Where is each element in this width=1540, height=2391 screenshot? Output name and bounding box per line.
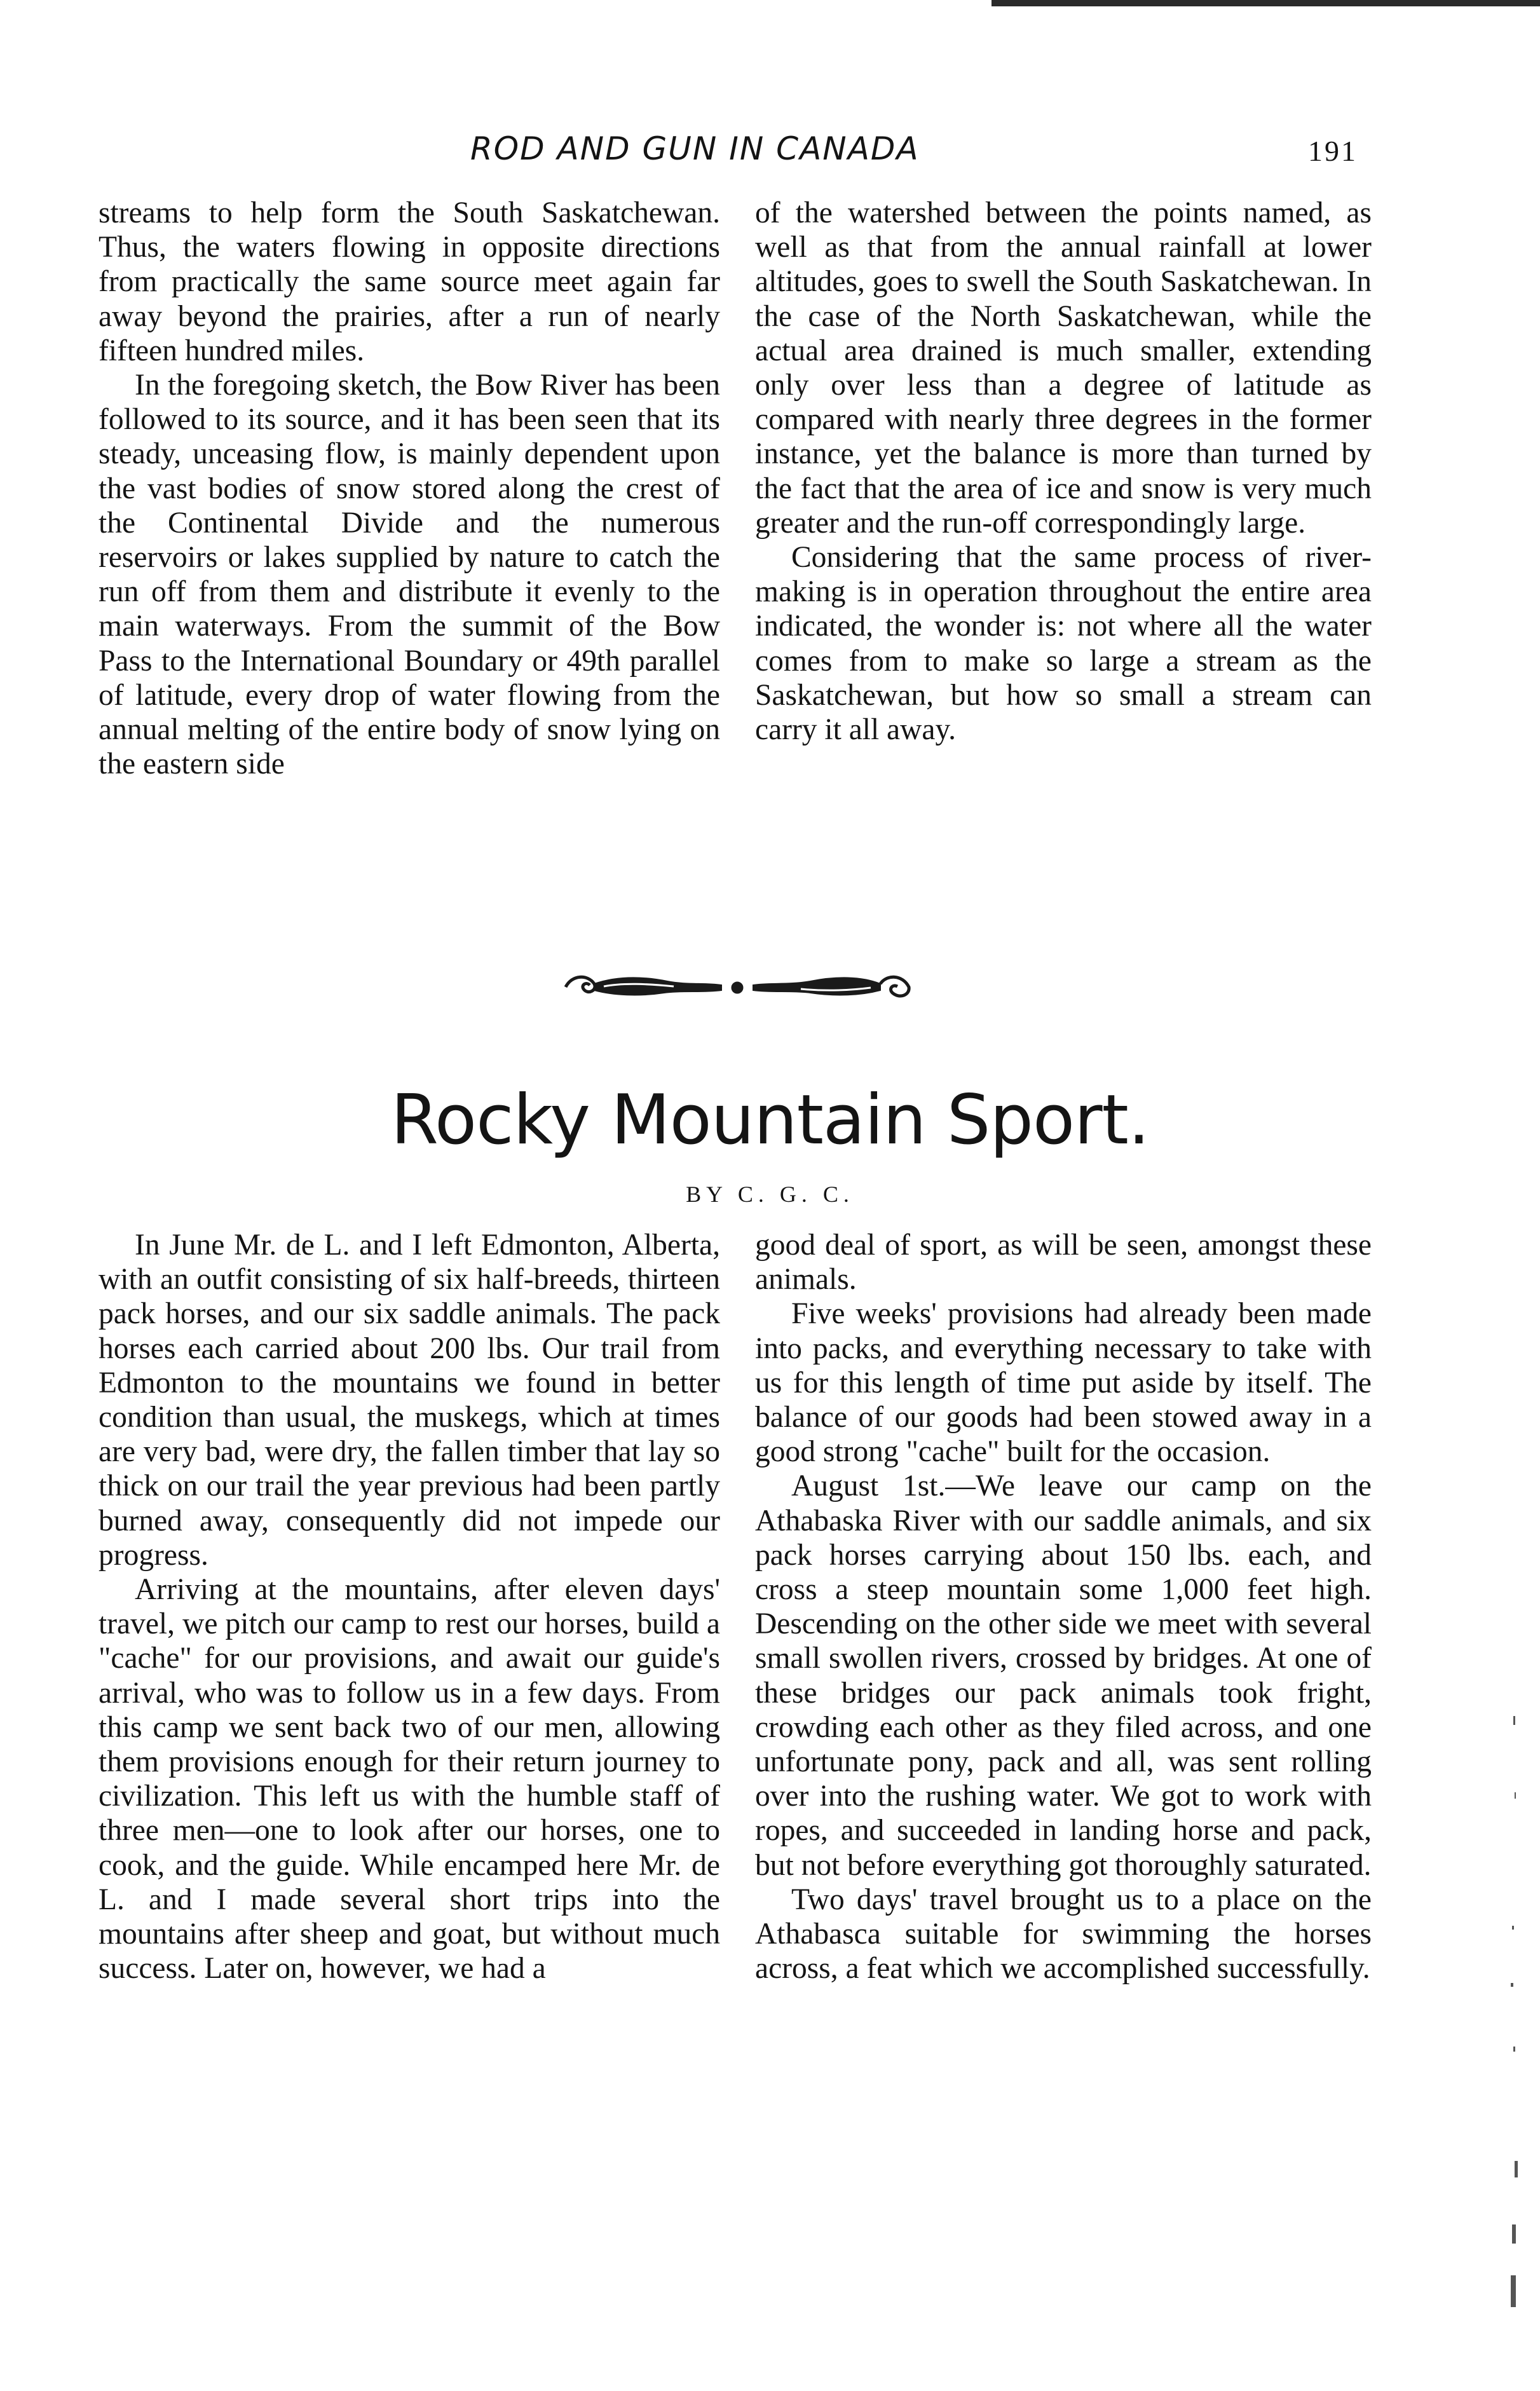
paragraph: Two days' travel brought us to a place on the Athabasca suitable for swimming the horses across, a feat which we accomplished successfully. xyxy=(755,1883,1372,1986)
article-title: Rocky Mountain Sport. xyxy=(390,1080,1150,1160)
paragraph: Five weeks' provisions had already been made into packs, and everything necessary to take with us for this length of time put aside by itself. The balance of our goods had been stowed away in a good strong "cache" built for the occasion. xyxy=(755,1297,1372,1469)
paragraph: good deal of sport, as will be seen, amongst these animals. xyxy=(755,1229,1372,1297)
byline: BY C. G. C. xyxy=(686,1182,854,1207)
top-edge-rule xyxy=(991,0,1540,6)
paragraph: Arriving at the mountains, after eleven days' travel, we pitch our camp to rest our horses, build a "cache" for our provisions, and await our guide's arrival, who was to follow us in a few days. From this camp we sent back two of our men, allowing them provisions enough for their return journey to civilization. This left us with the humble staff of three men—one to look after our horses, one to cook, and the guide. While encamped here Mr. de L. and I made several short trips into the mountains after sheep and goat, but without much success. Later on, however, we had a xyxy=(99,1573,720,1986)
article-left-column xyxy=(99,1228,720,1986)
paragraph: In the foregoing sketch, the Bow River has been followed to its source, and it has been seen that its steady, unceasing flow, is mainly dependent upon the vast bodies of snow stored along the crest of the Continental Divide and the numerous reservoirs or lakes supplied by nature to catch the run off from them and distribute it evenly to the main waterways. From the summit of the Bow Pass to the International Boundary or 49th parallel of latitude, every drop of water flowing from the annual melting of the entire body of snow lying on the eastern side xyxy=(99,369,720,781)
article-right-column xyxy=(755,1228,1372,1986)
paragraph: of the watershed between the points named, as well as that from the annual rainfall at lower altitudes, goes to swell the South Saskatchewan. In the case of the North Saskatchewan, while the actual area drained is much smaller, extending only over less than a degree of latitude as compared with nearly three degrees in the former instance, yet the balance is more than turned by the fact that the area of ice and snow is very much greater and the run-off correspondingly large. xyxy=(755,196,1372,540)
paragraph: In June Mr. de L. and I left Edmonton, Alberta, with an outfit consisting of six half-breeds, thirteen pack horses, and our six saddle animals. The pack horses each carried about 200 lbs. Our trail from Edmonton to the mountains we found in better condition than usual, the muskegs, which at times are very bad, were dry, the fallen timber that lay so thick on our trail the year previous had been partly burned away, consequently did not impede our progress. xyxy=(99,1229,720,1572)
page-number: 191 xyxy=(1308,135,1358,167)
running-title: ROD AND GUN IN CANADA xyxy=(470,130,920,167)
paragraph: Considering that the same process of river-making is in operation throughout the entire area indicated, the wonder is: not where all the water comes from to make so large a stream as the Saskatchewan, but how so small a stream can carry it all away. xyxy=(755,541,1372,747)
scan-specks-decoration xyxy=(1502,1716,1527,2320)
scroll-ornament-icon xyxy=(559,971,915,1003)
top-left-column xyxy=(99,196,720,781)
paragraph: August 1st.—We leave our camp on the Athabaska River with our saddle animals, and six pack horses carrying about 150 lbs. each, and cross a steep mountain some 1,000 feet high. Descending on the other side we meet with several small swollen rivers, crossed by bridges. At one of these bridges our pack animals took fright, crowding each other as they filed across, and one unfortunate pony, pack and all, was sent rolling over into the rushing water. We got to work with ropes, and succeeded in landing horse and pack, but not before everything got thoroughly saturated. xyxy=(755,1469,1372,1882)
page-header xyxy=(0,130,1540,181)
top-right-column xyxy=(755,196,1372,747)
paragraph: streams to help form the South Saskatchewan. Thus, the waters flowing in opposite directions from practically the same source meet again far away beyond the prairies, after a run of nearly fifteen hundred miles. xyxy=(99,196,720,367)
